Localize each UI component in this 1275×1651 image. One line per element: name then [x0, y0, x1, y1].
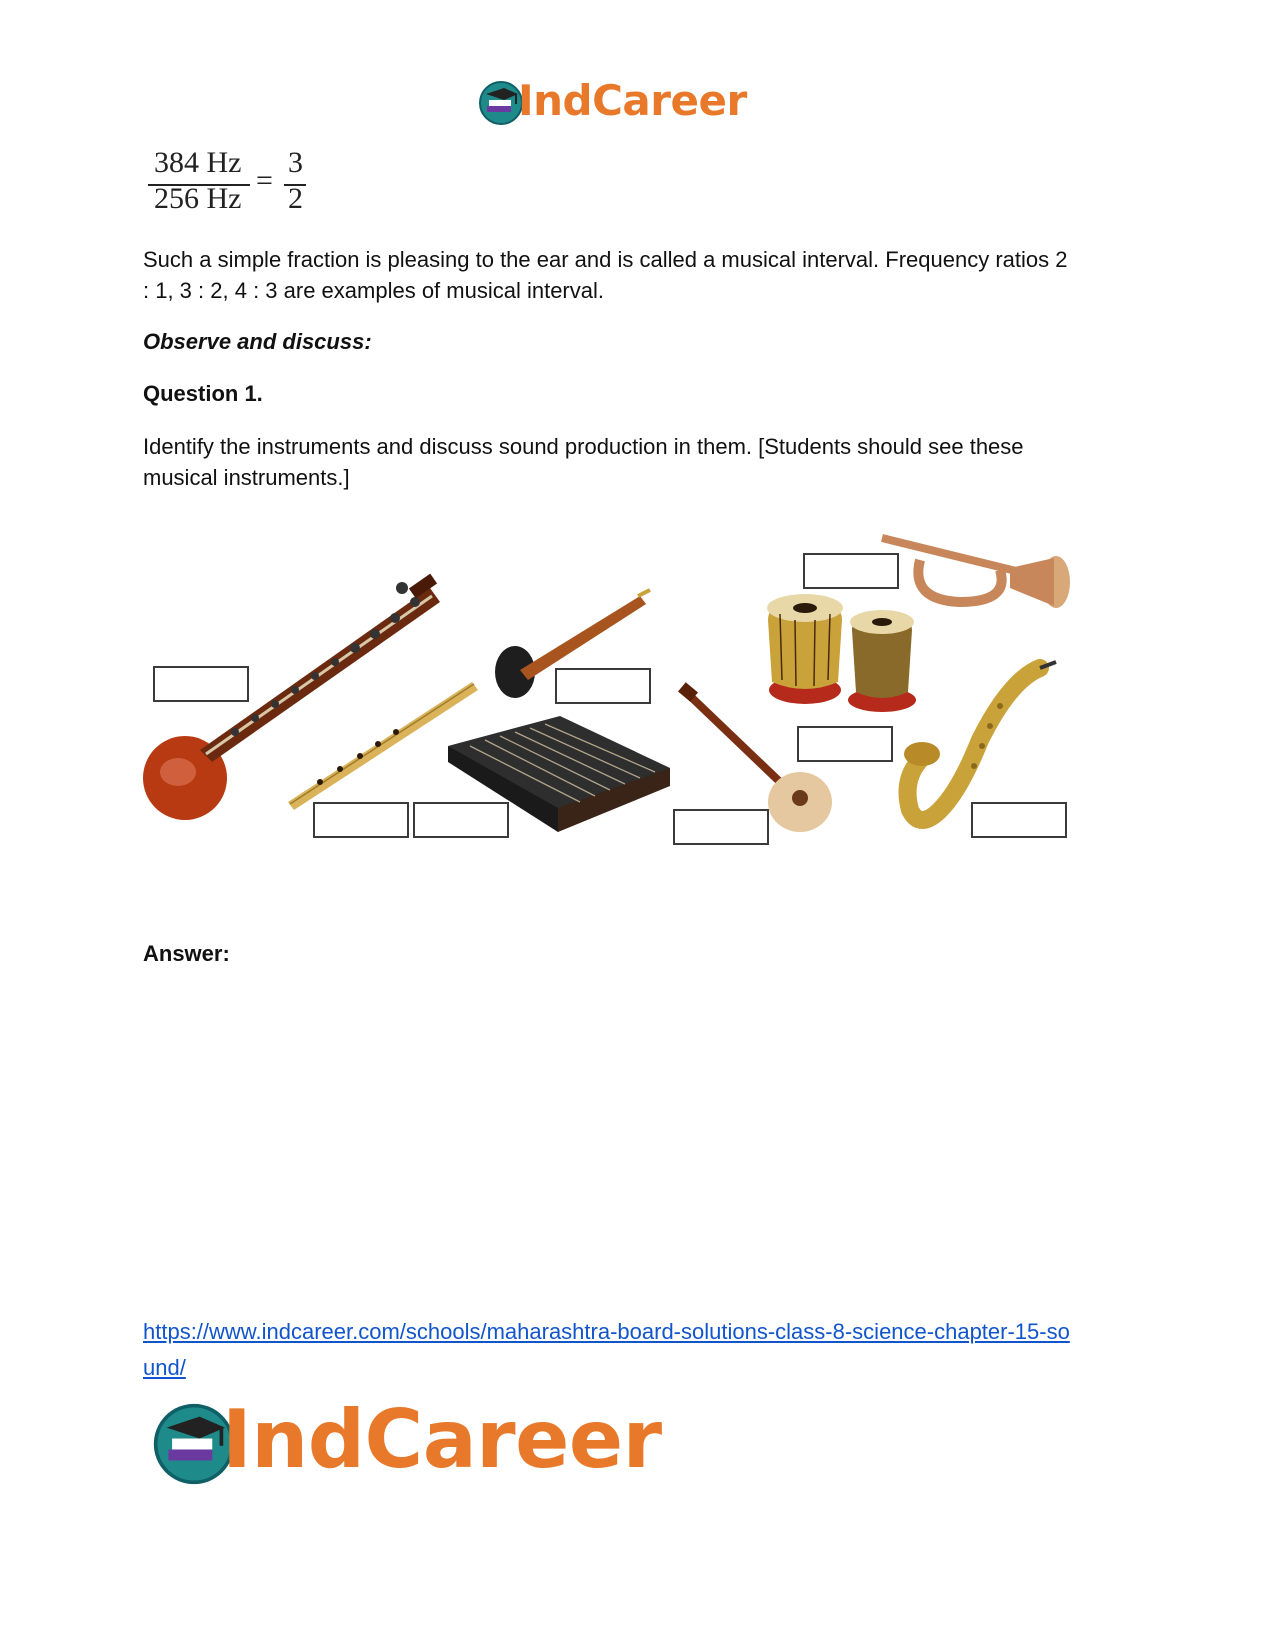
answer-heading: Answer:: [143, 941, 230, 966]
label-box-santoor[interactable]: [413, 802, 509, 838]
formula-numerator: 384 Hz: [154, 146, 242, 179]
footer-url-line-1[interactable]: https://www.indcareer.com/schools/maharashtra-board-solutions-class-8-science-chapter-15-so: [143, 1319, 1070, 1344]
observe-heading: Observe and discuss:: [143, 329, 372, 354]
frequency-ratio-formula: [148, 146, 328, 222]
formula-result-numerator: 3: [288, 146, 303, 179]
tabla-icon: [767, 594, 916, 712]
label-box-sitar[interactable]: [153, 666, 249, 702]
saxophone-icon: [904, 662, 1056, 820]
formula-equals: =: [256, 164, 273, 197]
label-box-saxophone[interactable]: [971, 802, 1067, 838]
label-box-shehnai[interactable]: [555, 668, 651, 704]
label-box-mandolin[interactable]: [673, 809, 769, 845]
formula-result-denominator: 2: [288, 182, 303, 215]
bugle-icon: [882, 538, 1070, 608]
footer-logo: [152, 1393, 712, 1488]
question-heading: Question 1.: [143, 381, 263, 406]
header-logo: [478, 76, 748, 126]
logo-brand-text: IndCareer: [518, 76, 747, 125]
musical-interval-paragraph: Such a simple fraction is pleasing to the ear and is called a musical interval. Frequency ratios 2 : 1, 3 : 2, 4 : 3 are examples of musical interval.: [143, 247, 1068, 303]
instruments-figure: [140, 510, 1080, 860]
logo-brand-text: IndCareer: [222, 1393, 662, 1486]
footer-url: [143, 1314, 1143, 1386]
label-box-flute[interactable]: [313, 802, 409, 838]
footer-url-line-2[interactable]: und/: [143, 1355, 186, 1380]
label-box-tabla[interactable]: [797, 726, 893, 762]
formula-denominator: 256 Hz: [154, 182, 242, 215]
label-box-bugle[interactable]: [803, 553, 899, 589]
question-text: Identify the instruments and discuss sound production in them. [Students should see these musical instruments.]: [143, 434, 1024, 490]
